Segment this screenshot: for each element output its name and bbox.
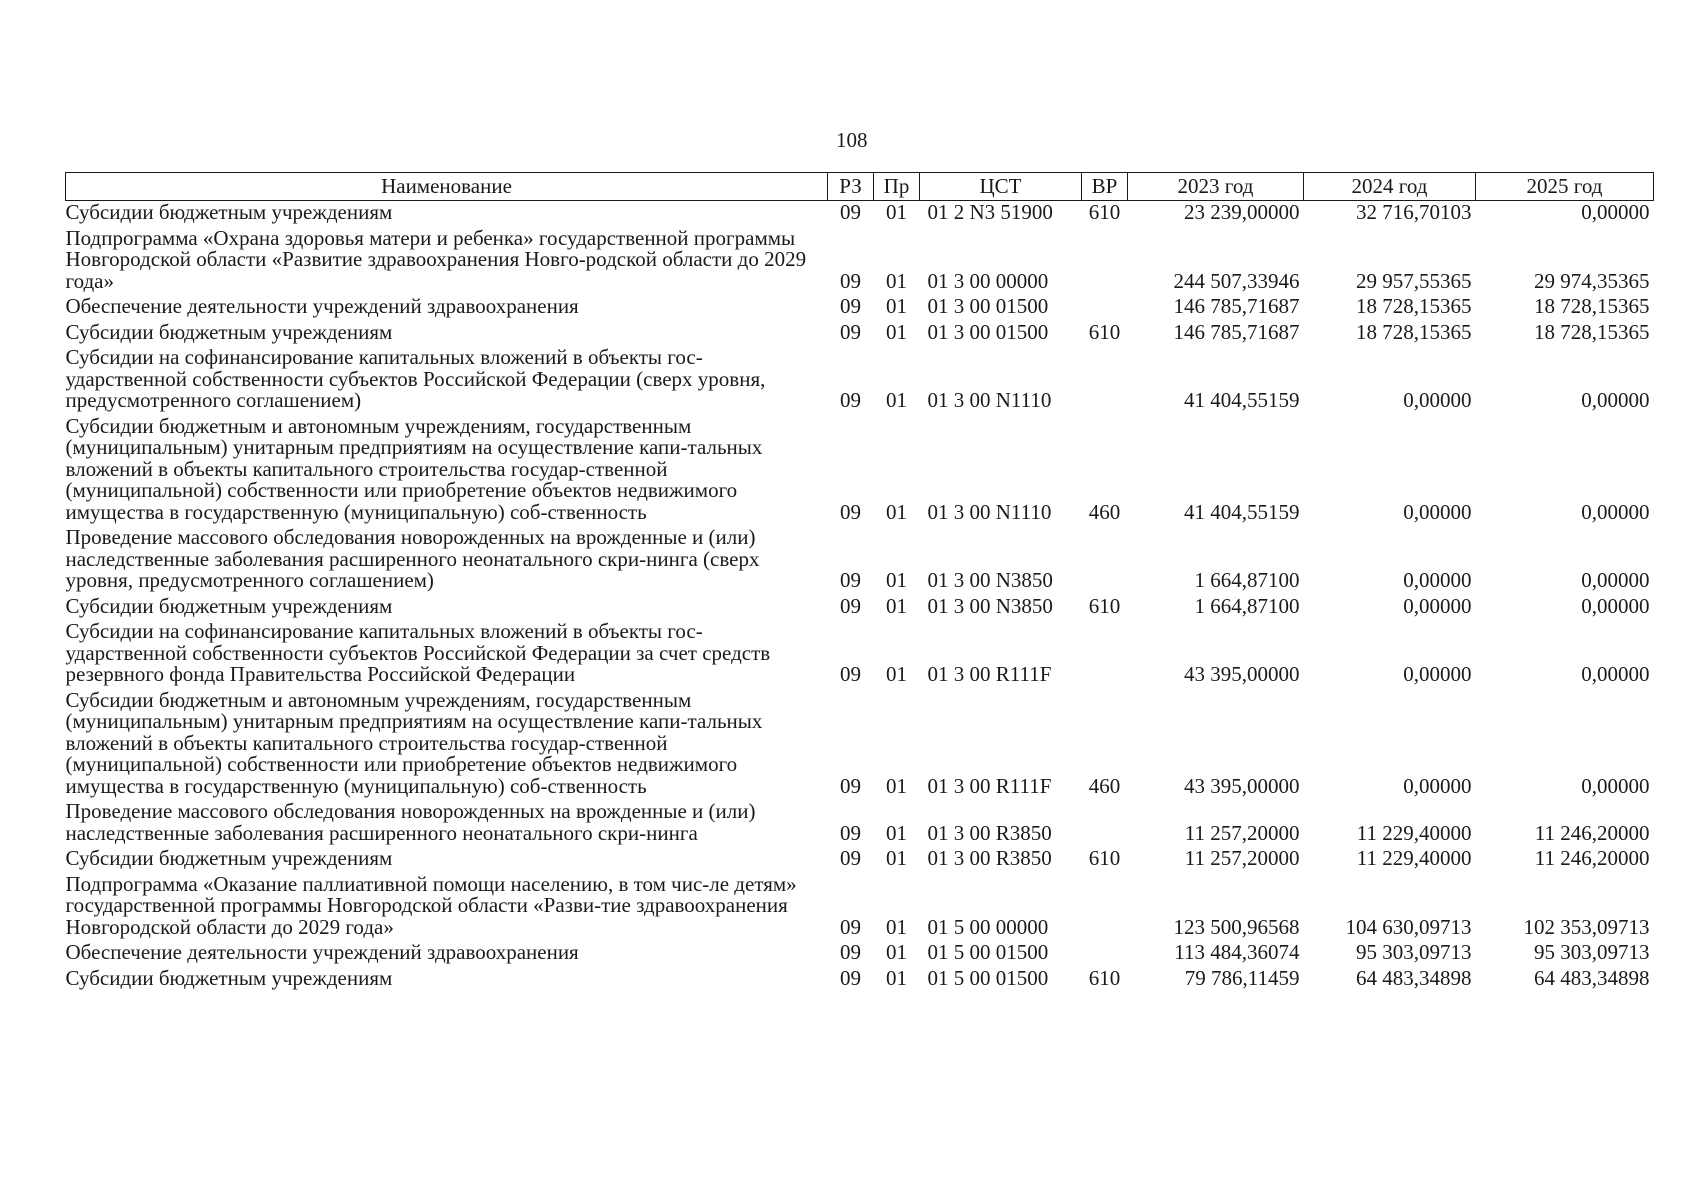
row-2024: 0,00000 [1403,568,1472,592]
row-2024: 0,00000 [1403,388,1472,412]
row-2025: 0,00000 [1581,662,1650,686]
row-cst: 01 5 00 01500 [927,965,1049,990]
row-rz: 09 [840,499,861,524]
row-2023: 1 664,87100 [1194,593,1300,618]
row-2025: 0,00000 [1581,499,1650,524]
table-row [66,873,1654,942]
row-2023: 43 395,00000 [1184,773,1300,798]
row-2023: 11 257,20000 [1184,820,1300,845]
row-vr [1082,620,1128,689]
row-vr [1082,346,1128,415]
row-2024: 0,00000 [1403,662,1472,686]
row-name: Субсидии бюджетным учреждениям [65,593,393,618]
row-vr [1082,800,1128,847]
row-vr [1082,227,1128,296]
row-cst: 01 3 00 N3850 [927,593,1053,618]
row-pr: 01 [886,820,907,845]
row-2025: 64 483,34898 [1534,965,1650,990]
row-cst: 01 3 00 R111F [927,662,1052,686]
row-cst: 01 3 00 00000 [927,268,1049,293]
row-rz: 09 [840,773,861,798]
row-pr: 01 [886,662,907,686]
row-cst: 01 5 00 01500 [927,940,1049,964]
row-pr: 01 [886,593,907,618]
row-2023: 11 257,20000 [1184,846,1300,870]
table-row [66,595,1654,621]
row-rz: 09 [840,388,861,412]
row-pr: 01 [886,319,907,344]
row-2025: 11 246,20000 [1534,846,1650,870]
row-pr: 01 [886,268,907,293]
header-2025: 2025 год [1476,173,1654,201]
table-row [66,415,1654,527]
row-2023: 1 664,87100 [1194,568,1300,592]
row-rz: 09 [840,965,861,990]
row-cst: 01 3 00 N1110 [927,388,1052,412]
table-row [66,800,1654,847]
row-name: Подпрограмма «Охрана здоровья матери и ребенка» государственной программы Новгородской области «Развитие здравоохранения Новго-родской области до 2029 года» [65,225,807,293]
row-vr: 460 [1088,773,1121,798]
table-row [66,227,1654,296]
table-row [66,620,1654,689]
row-2025: 29 974,35365 [1534,268,1650,293]
row-2025: 0,00000 [1581,593,1650,618]
row-pr: 01 [886,294,907,318]
table-row [66,295,1654,321]
row-2023: 23 239,00000 [1184,200,1300,224]
page-number: 108 [836,128,868,152]
row-2024: 29 957,55365 [1356,268,1472,293]
row-2025: 0,00000 [1581,773,1650,798]
row-pr: 01 [886,388,907,412]
row-2025: 0,00000 [1581,568,1650,592]
row-rz: 09 [840,319,861,344]
row-vr: 610 [1088,965,1121,990]
row-2024: 32 716,70103 [1356,200,1472,224]
row-vr: 610 [1088,200,1121,224]
row-2024: 18 728,15365 [1356,319,1472,344]
row-2024: 11 229,40000 [1356,846,1472,870]
row-rz: 09 [840,568,861,592]
table-row [66,321,1654,347]
row-name: Обеспечение деятельности учреждений здравоохранения [65,294,579,318]
row-rz: 09 [840,940,861,964]
row-name: Субсидии бюджетным и автономным учреждениям, государственным (муниципальным) унитарным предприятиям на осуществление капи-тальных вложений в объекты капитального строительства государ-ственной (муниципальной) собственности или приобретение объектов недвижимого имущества в государственную (муниципальную) соб-ственность [65,413,763,524]
row-cst: 01 3 00 R111F [927,773,1052,798]
row-name: Субсидии бюджетным учреждениям [65,846,393,870]
row-2024: 0,00000 [1403,773,1472,798]
row-pr: 01 [886,846,907,870]
row-2024: 95 303,09713 [1356,940,1472,964]
row-2023: 146 785,71687 [1173,294,1300,318]
row-vr: 610 [1088,846,1121,870]
row-2024: 64 483,34898 [1356,965,1472,990]
row-name: Проведение массового обследования новорожденных на врожденные и (или) наследственные заболевания расширенного неонатального скри-нинга [65,799,756,845]
row-2025: 18 728,15365 [1534,319,1650,344]
row-2023: 244 507,33946 [1173,268,1300,293]
row-2023: 113 484,36074 [1174,940,1300,964]
row-name: Субсидии на софинансирование капитальных вложений в объекты гос-ударственной собственности субъектов Российской Федерации за счет средств резервного фонда Правительства Российской Федерации [65,619,771,686]
row-name: Проведение массового обследования новорожденных на врожденные и (или) наследственные заболевания расширенного неонатального скри-нинга (сверх уровня, предусмотренного соглашением) [65,525,760,592]
row-2025: 102 353,09713 [1523,914,1650,939]
row-pr: 01 [886,773,907,798]
budget-table [65,172,1654,992]
row-vr [1082,295,1128,321]
row-2023: 41 404,55159 [1184,388,1300,412]
table-row [66,967,1654,993]
row-2023: 79 786,11459 [1184,965,1300,990]
row-pr: 01 [886,568,907,592]
row-rz: 09 [840,200,861,224]
row-cst: 01 3 00 R3850 [927,820,1052,845]
row-cst: 01 3 00 R3850 [927,846,1052,870]
row-2023: 43 395,00000 [1184,662,1300,686]
row-2024: 11 229,40000 [1356,820,1472,845]
row-rz: 09 [840,662,861,686]
row-2023: 146 785,71687 [1173,319,1300,344]
table-row [66,847,1654,873]
row-2024: 104 630,09713 [1345,914,1472,939]
row-cst: 01 2 N3 51900 [927,200,1053,224]
row-cst: 01 3 00 01500 [927,319,1049,344]
row-rz: 09 [840,820,861,845]
row-2024: 18 728,15365 [1356,294,1472,318]
header-2024: 2024 год [1304,173,1476,201]
row-2025: 18 728,15365 [1534,294,1650,318]
row-name: Субсидии бюджетным учреждениям [65,965,393,990]
row-2024: 0,00000 [1403,499,1472,524]
table-row [66,346,1654,415]
row-name: Субсидии бюджетным учреждениям [65,319,393,344]
row-2025: 0,00000 [1581,388,1650,412]
table-row [66,689,1654,801]
table-row [66,526,1654,595]
row-rz: 09 [840,593,861,618]
row-name: Обеспечение деятельности учреждений здравоохранения [65,940,579,964]
row-2025: 95 303,09713 [1534,940,1650,964]
row-pr: 01 [886,200,907,224]
row-2025: 0,00000 [1581,200,1650,224]
header-pr: Пр [874,173,920,201]
row-cst: 01 3 00 01500 [927,294,1049,318]
row-2024: 0,00000 [1403,593,1472,618]
row-vr [1082,941,1128,967]
row-name: Субсидии бюджетным и автономным учреждениям, государственным (муниципальным) унитарным предприятиям на осуществление капи-тальных вложений в объекты капитального строительства государ-ственной (муниципальной) собственности или приобретение объектов недвижимого имущества в государственную (муниципальную) соб-ственность [65,687,763,798]
row-vr: 460 [1088,499,1121,524]
row-rz: 09 [840,914,861,939]
row-name: Субсидии на софинансирование капитальных вложений в объекты гос-ударственной собственности субъектов Российской Федерации (сверх уровня, предусмотренного соглашением) [65,345,766,412]
table-row [66,201,1654,227]
row-pr: 01 [886,914,907,939]
table-header-row [66,173,1654,201]
row-name: Подпрограмма «Оказание паллиативной помощи населению, в том чис-ле детям» государственной программы Новгородской области «Разви-тие здравоохранения Новгородской области до 2029 года» [65,871,797,939]
row-2023: 41 404,55159 [1184,499,1300,524]
table-body [66,201,1654,993]
header-2023: 2023 год [1128,173,1304,201]
header-vr: ВР [1082,173,1128,201]
row-2023: 123 500,96568 [1173,914,1300,939]
row-vr [1082,526,1128,595]
row-2025: 11 246,20000 [1534,820,1650,845]
row-vr [1082,873,1128,942]
row-pr: 01 [886,965,907,990]
table-row [66,941,1654,967]
header-cst: ЦСТ [920,173,1082,201]
header-rz: РЗ [828,173,874,201]
row-rz: 09 [840,294,861,318]
row-cst: 01 3 00 N3850 [927,568,1053,592]
row-pr: 01 [886,940,907,964]
row-rz: 09 [840,846,861,870]
header-name: Наименование [66,173,828,201]
row-pr: 01 [886,499,907,524]
row-cst: 01 3 00 N1110 [927,499,1052,524]
row-vr: 610 [1088,319,1121,344]
row-name: Субсидии бюджетным учреждениям [65,200,393,224]
row-rz: 09 [840,268,861,293]
row-cst: 01 5 00 00000 [927,914,1049,939]
row-vr: 610 [1088,593,1121,618]
